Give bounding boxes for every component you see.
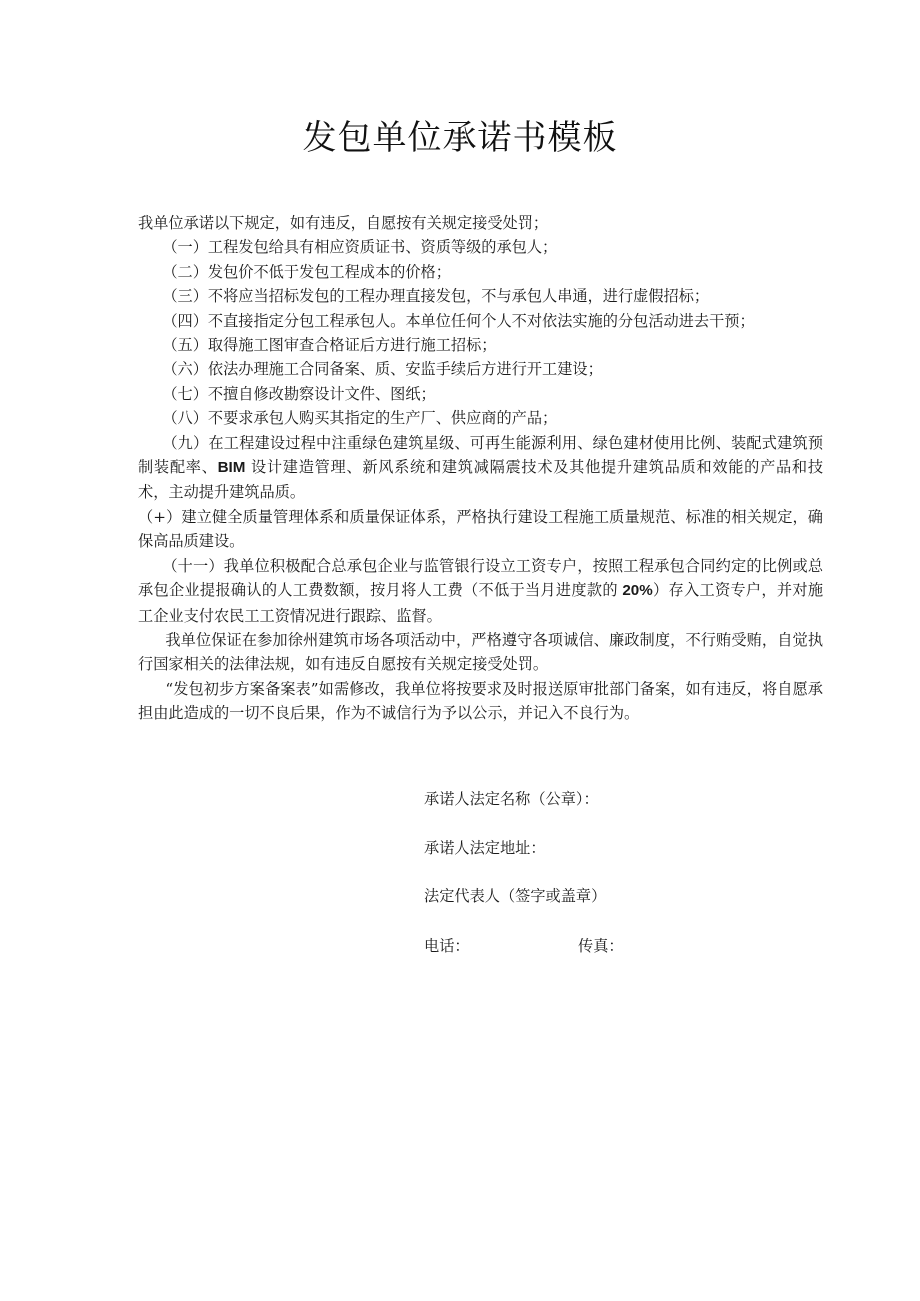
guarantee-paragraph: 我单位保证在参加徐州建筑市场各项活动中，严格遵守各项诚信、廉政制度，不行贿受贿，自觉执行国家相关的法律法规，如有违反自愿按有关规定接受处罚。 [138,630,823,674]
item-1: （一）工程发包给具有相应资质证书、资质等级的承包人； [162,238,558,257]
signatory-address-label: 承诺人法定地址： [424,839,546,857]
item-5: （五）取得施工图审查合格证后方进行施工招标； [162,336,497,355]
phone-label: 电话： [424,937,470,955]
item-9-text-b: 设计建造管理、新风系统和建筑减隔震技术及其他提升建筑品质和效能的产品和技术，主动提升建筑品质。 [138,458,824,502]
item-11-text-b: ）存入工资专户，并对施工企业支付农民工工资情况进行跟踪、监督。 [138,581,824,625]
item-4: （四）不直接指定分包工程承包人。本单位任何个人不对依法实施的分包活动进去干预； [162,311,755,330]
item-11-text-a: （十一）我单位积极配合总承包企业与监管银行设立工资专户，按照工程承包合同约定的比例或总承包企业提报确认的人工费数额，按月将人工费（不低于当月进度款的 [138,556,823,600]
document-title: 发包单位承诺书模板 [302,118,618,158]
legal-representative-label: 法定代表人（签字或盖章） [424,887,607,905]
document-body [138,211,823,726]
item-9-text-a: （九）在工程建设过程中注重绿色建筑星级、可再生能源利用、绿色建材使用比例、装配式建筑预制装配率、 [138,433,823,477]
item-11 [138,554,823,628]
item-9 [138,431,823,505]
item-11-percent: 20% [617,582,653,600]
item-10: （+）建立健全质量管理体系和质量保证体系，严格执行建设工程施工质量规范、标准的相关规定，确保高品质建设。 [138,507,823,551]
fax-label: 传真： [578,937,624,955]
item-9-bim: BIM [217,459,246,477]
signatory-name-label: 承诺人法定名称（公章）： [424,790,599,808]
item-8: （八）不要求承包人购买其指定的生产厂、供应商的产品； [162,409,558,428]
modification-paragraph: “发包初步方案备案表”如需修改，我单位将按要求及时报送原审批部门备案，如有违反，将自愿承担由此造成的一切不良后果，作为不诚信行为予以公示，并记入不良行为。 [138,679,823,723]
item-3: （三）不将应当招标发包的工程办理直接发包，不与承包人串通，进行虚假招标； [162,287,710,306]
intro-paragraph: 我单位承诺以下规定，如有违反，自愿按有关规定接受处罚； [138,214,549,232]
item-6: （六）依法办理施工合同备案、质、安监手续后方进行开工建设； [162,360,603,379]
item-7: （七）不擅自修改勘察设计文件、图纸； [162,384,436,403]
item-2: （二）发包价不低于发包工程成本的价格； [162,262,451,281]
